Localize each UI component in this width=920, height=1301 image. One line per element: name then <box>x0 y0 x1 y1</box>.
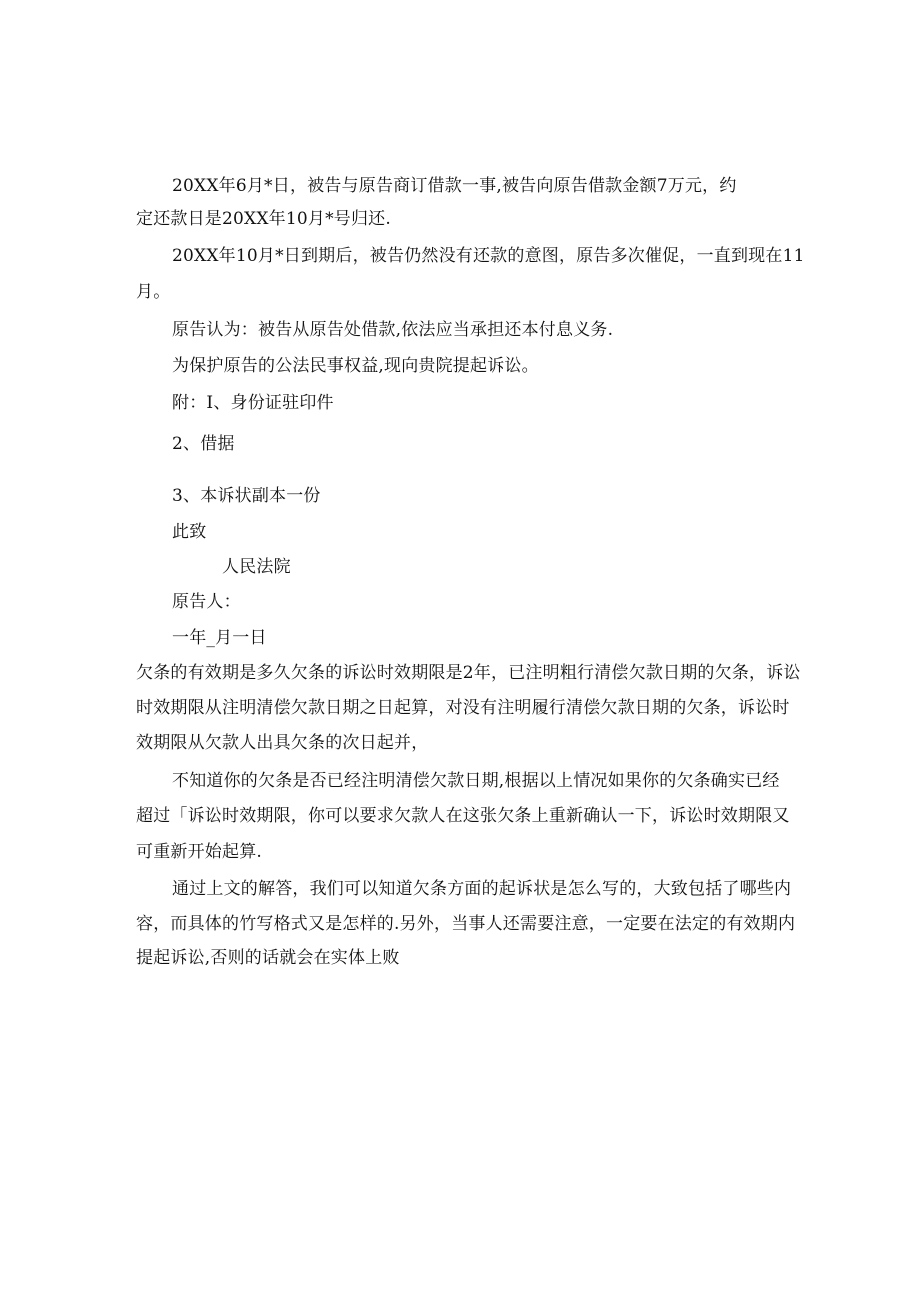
overdue-line-1: 20XX年10月*日到期后，被告仍然没有还款的意图，原告多次催促，一直到现在11 <box>172 246 805 266</box>
overdue-line-2: 月。 <box>136 282 171 302</box>
attachment-item-2: 2、借据 <box>172 434 235 454</box>
loan-fact-line-1: 20XX年6月*日，被告与原告商订借款一事,被告向原告借款金额7万元，约 <box>172 176 737 196</box>
attachment-item-3: 3、本诉状副本一份 <box>172 486 321 506</box>
salutation: 此致 <box>172 522 207 542</box>
article-p2-line-1: 不知道你的欠条是否已经注明清偿欠款日期,根据以上情况如果你的欠条确实已经 <box>172 771 780 791</box>
article-p1-line-3: 效期限从欠款人出具欠条的次日起并， <box>136 733 429 753</box>
plaintiff-signature: 原告人： <box>172 592 241 612</box>
article-p3-line-1: 通过上文的解答，我们可以知道欠条方面的起诉状是怎么写的，大致包括了哪些内 <box>172 879 792 899</box>
article-p2-line-3: 可重新开始起算. <box>136 842 263 862</box>
lawsuit-statement: 为保护原告的公法民事权益,现向贵院提起诉讼。 <box>172 356 539 376</box>
article-p3-line-3: 提起诉讼,否则的话就会在实体上败 <box>136 948 400 968</box>
article-p2-line-2: 超过「诉讼时效期限，你可以要求欠款人在这张欠条上重新确认一下，诉讼时效期限又 <box>136 806 790 826</box>
article-p1-line-1: 欠条的有效期是多久欠条的诉讼时效期限是2年，已注明粗行清偿欠款日期的欠条，诉讼 <box>136 663 801 683</box>
plaintiff-claim: 原告认为：被告从原告处借款,依法应当承担还本付息义务. <box>172 320 614 340</box>
signature-date: 一年_月一日 <box>172 628 267 648</box>
court-name: 人民法院 <box>222 557 291 577</box>
attachment-item-1: 附：I、身份证驻印件 <box>172 393 334 413</box>
loan-fact-line-2: 定还款日是20XX年10月*号归还. <box>136 209 391 229</box>
article-p1-line-2: 时效期限从注明清偿欠款日期之日起算，对没有注明履行清偿欠款日期的欠条，诉讼时 <box>136 698 790 718</box>
article-p3-line-2: 容，而具体的竹写格式又是怎样的.另外，当事人还需要注意，一定要在法定的有效期内 <box>136 914 796 934</box>
